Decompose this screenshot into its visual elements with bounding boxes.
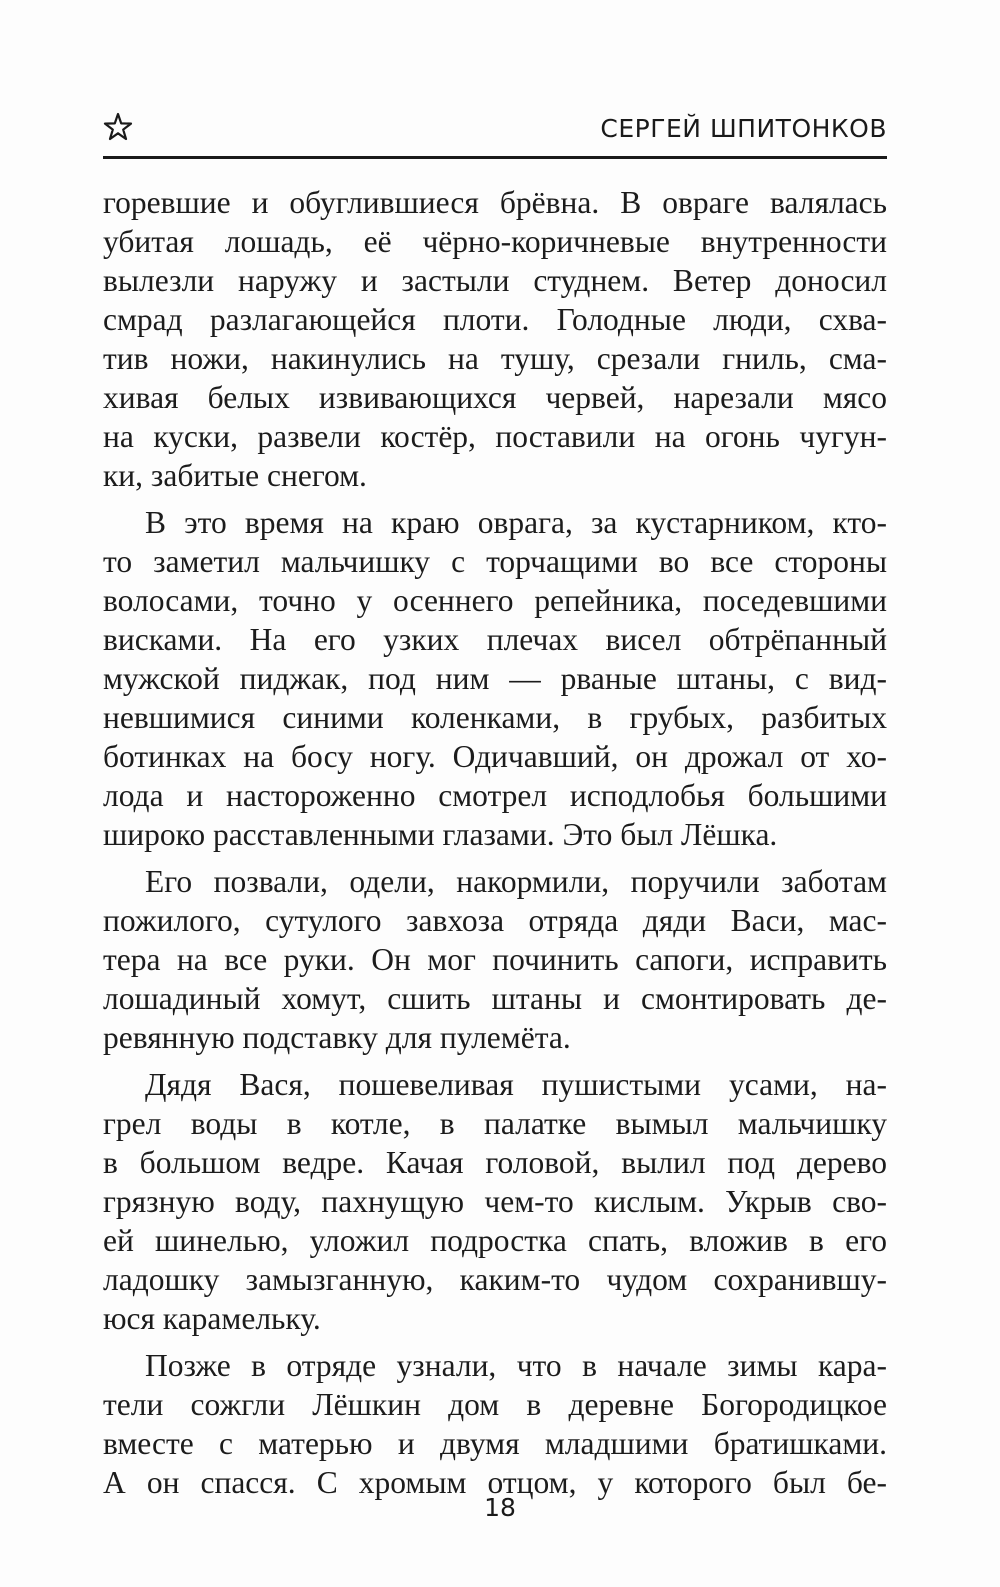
- text-line: ей шинелью, уложил подростка спать, вложив в его: [103, 1223, 887, 1258]
- paragraph: [103, 503, 887, 854]
- star-icon: [103, 112, 133, 142]
- text-line: невшимися синими коленками, в грубых, разбитых: [103, 700, 887, 735]
- text-line: убитая лошадь, её чёрно-коричневые внутренности: [103, 224, 887, 259]
- text-line: смрад разлагающейся плоти. Голодные люди, схва-: [103, 302, 887, 337]
- text-line: ревянную подставку для пулемёта.: [103, 1020, 571, 1055]
- paragraph: [103, 183, 887, 495]
- text-line: широко расставленными глазами. Это был Лёшка.: [103, 817, 778, 852]
- page-number: 18: [484, 1493, 516, 1522]
- text-line: Его позвали, одели, накормили, поручили заботам: [145, 864, 887, 899]
- text-line: тели сожгли Лёшкин дом в деревне Богородицкое: [103, 1387, 887, 1422]
- text-line: висками. На его узких плечах висел обтрёпанный: [103, 622, 887, 657]
- paragraph: [103, 1346, 887, 1502]
- text-line: на куски, развели костёр, поставили на огонь чугун-: [103, 419, 887, 454]
- text-line: волосами, точно у осеннего репейника, поседевшими: [103, 583, 887, 618]
- text-line: лошадиный хомут, сшить штаны и смонтировать де-: [103, 981, 887, 1016]
- body-text: [103, 183, 887, 1502]
- text-line: вылезли наружу и застыли студнем. Ветер доносил: [103, 263, 887, 298]
- text-line: хивая белых извивающихся червей, нарезали мясо: [103, 380, 887, 415]
- author-name: СЕРГЕЙ ШПИТОНКОВ: [600, 114, 887, 143]
- text-line: юся карамельку.: [103, 1301, 321, 1336]
- text-line: Дядя Вася, пошевеливая пушистыми усами, на-: [145, 1067, 887, 1102]
- text-line: В это время на краю оврага, за кустарником, кто-: [145, 505, 887, 540]
- text-line: в большом ведре. Качая головой, вылил под дерево: [103, 1145, 887, 1180]
- text-line: ботинках на босу ногу. Одичавший, он дрожал от хо-: [103, 739, 887, 774]
- text-line: пожилого, сутулого завхоза отряда дяди Васи, мас-: [103, 903, 887, 938]
- text-line: ладошку замызганную, каким-то чудом сохранившу-: [103, 1262, 887, 1297]
- text-line: тера на все руки. Он мог починить сапоги, исправить: [103, 942, 887, 977]
- running-head: [103, 108, 887, 159]
- text-line: тив ножи, накинулись на тушу, срезали гниль, сма-: [103, 341, 887, 376]
- text-line: мужской пиджак, под ним — рваные штаны, с вид-: [103, 661, 887, 696]
- text-line: вместе с матерью и двумя младшими братишками.: [103, 1426, 887, 1461]
- text-line: горевшие и обуглившиеся брёвна. В овраге валялась: [103, 185, 887, 220]
- text-line: то заметил мальчишку с торчащими во все стороны: [103, 544, 887, 579]
- paragraph: [103, 1065, 887, 1338]
- text-line: грел воды в котле, в палатке вымыл мальчишку: [103, 1106, 887, 1141]
- paragraph: [103, 862, 887, 1057]
- text-line: лода и настороженно смотрел исподлобья большими: [103, 778, 887, 813]
- text-line: Позже в отряде узнали, что в начале зимы кара-: [145, 1348, 887, 1383]
- text-line: грязную воду, пахнущую чем-то кислым. Укрыв сво-: [103, 1184, 887, 1219]
- text-line: А он спасся. С хромым отцом, у которого был бе-: [103, 1465, 887, 1500]
- text-line: ки, забитые снегом.: [103, 458, 367, 493]
